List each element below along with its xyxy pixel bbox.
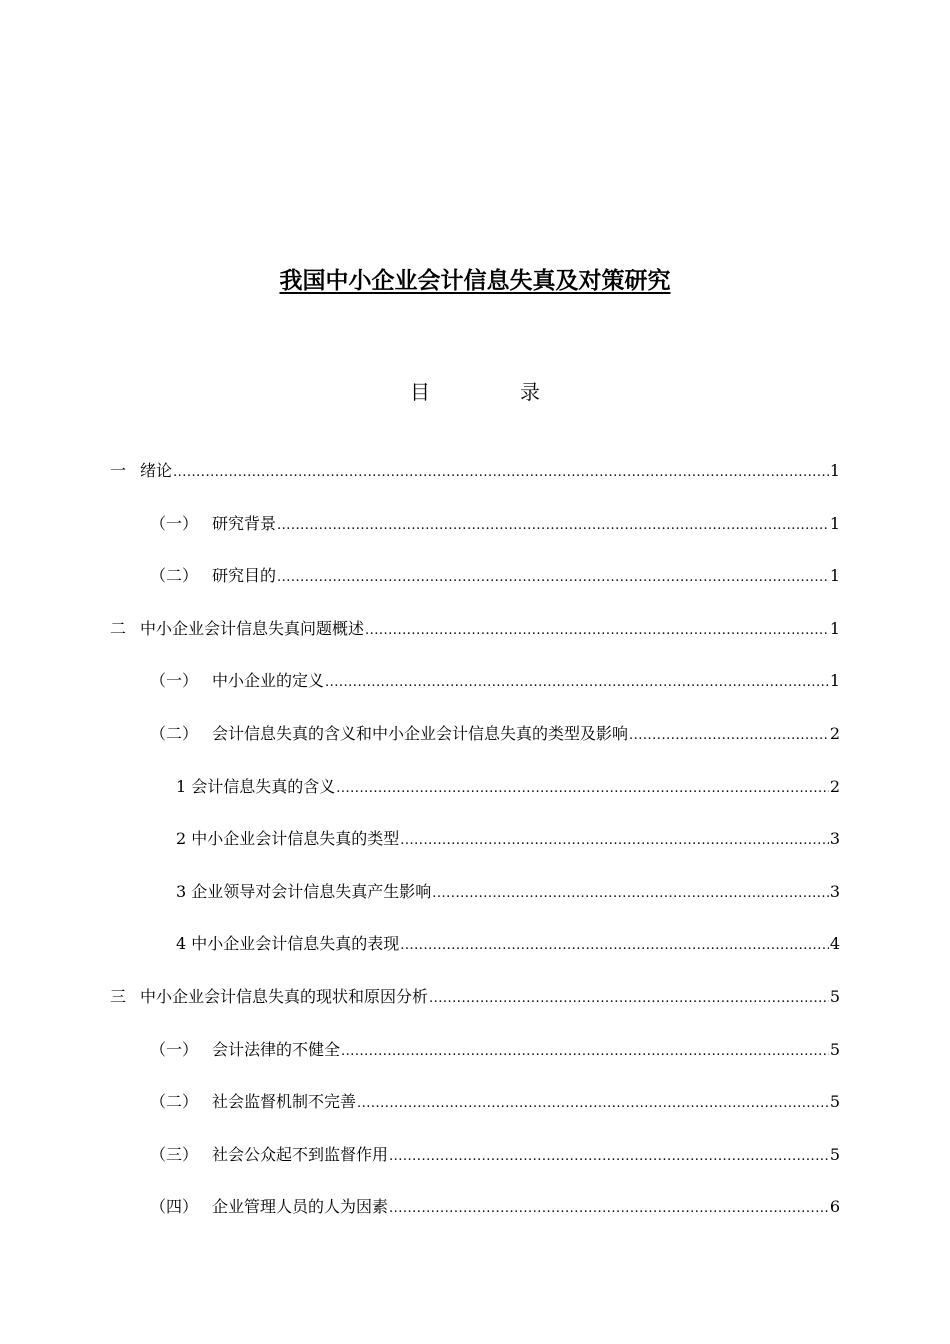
toc-entry-label: 中小企业会计信息失真问题概述	[140, 619, 365, 638]
toc-entry-page: 5	[829, 987, 840, 1006]
toc-entry-label: 社会公众起不到监督作用	[212, 1145, 389, 1164]
toc-entry-page: 3	[829, 882, 840, 901]
toc-entry-page: 2	[829, 777, 840, 796]
toc-dot-leader	[357, 1092, 829, 1116]
toc-entry-label: 中小企业会计信息失真的现状和原因分析	[140, 987, 429, 1006]
toc-entry-page: 6	[829, 1197, 840, 1216]
toc-entry[interactable]	[176, 932, 840, 956]
toc-dot-leader	[277, 514, 829, 538]
toc-entry-number: （二）	[150, 1092, 199, 1111]
toc-heading-left: 目	[410, 380, 430, 404]
toc-entry[interactable]	[176, 775, 840, 799]
toc-entry-number: （三）	[150, 1145, 199, 1164]
toc-entry-page: 1	[829, 514, 840, 533]
toc-dot-leader	[389, 1197, 829, 1221]
toc-entry-page: 1	[829, 619, 840, 638]
toc-entry-page: 4	[829, 934, 840, 953]
toc-entry[interactable]	[150, 722, 840, 746]
toc-entry-number: （一）	[150, 671, 199, 690]
toc-entry[interactable]	[150, 564, 840, 588]
toc-entry-number: （四）	[150, 1197, 199, 1216]
toc-entry[interactable]	[150, 1038, 840, 1062]
toc-entry-number: 一	[110, 461, 127, 480]
toc-entry-page: 2	[829, 724, 840, 743]
toc-dot-leader	[389, 1145, 829, 1169]
toc-entry-number: 二	[110, 619, 127, 638]
toc-entry-number: （二）	[150, 724, 199, 743]
toc-entry-label: 研究目的	[212, 566, 277, 585]
toc-entry[interactable]	[150, 1195, 840, 1219]
toc-dot-leader	[341, 1040, 829, 1064]
toc-dot-leader	[336, 777, 829, 801]
toc-entry[interactable]	[150, 512, 840, 536]
toc-entry-page: 3	[829, 829, 840, 848]
toc-entry-label: 1 会计信息失真的含义	[176, 777, 336, 796]
toc-entry-label: 研究背景	[212, 514, 277, 533]
toc-entry-number: 三	[110, 987, 127, 1006]
toc-entry[interactable]	[176, 880, 840, 904]
toc-entry[interactable]	[110, 459, 840, 483]
toc-entry[interactable]	[150, 1090, 840, 1114]
toc-entry-number: （二）	[150, 566, 199, 585]
toc-entry-label: 会计信息失真的含义和中小企业会计信息失真的类型及影响	[212, 724, 629, 743]
toc-entry-page: 1	[829, 566, 840, 585]
toc-entry-page: 5	[829, 1092, 840, 1111]
toc-entry[interactable]	[150, 1143, 840, 1167]
toc-entry-page: 1	[829, 461, 840, 480]
toc-entry[interactable]	[150, 669, 840, 693]
toc-heading	[0, 376, 950, 405]
toc-entry-page: 5	[829, 1145, 840, 1164]
toc-entry-label: 绪论	[140, 461, 173, 480]
toc-dot-leader	[629, 724, 829, 748]
toc-entry-label: 社会监督机制不完善	[212, 1092, 357, 1111]
toc-dot-leader	[325, 671, 829, 695]
toc-entry-label: 3 企业领导对会计信息失真产生影响	[176, 882, 432, 901]
toc-entry-label: 企业管理人员的人为因素	[212, 1197, 389, 1216]
toc-dot-leader	[400, 934, 829, 958]
toc-dot-leader	[400, 829, 829, 853]
toc-entry-label: 会计法律的不健全	[212, 1040, 341, 1059]
toc-entry-page: 5	[829, 1040, 840, 1059]
toc-entry[interactable]	[176, 827, 840, 851]
toc-dot-leader	[429, 987, 829, 1011]
toc-entry-label: 2 中小企业会计信息失真的类型	[176, 829, 400, 848]
toc-entry-page: 1	[829, 671, 840, 690]
document-title: 我国中小企业会计信息失真及对策研究	[279, 268, 671, 294]
toc-dot-leader	[277, 566, 829, 590]
toc-dot-leader	[432, 882, 829, 906]
toc-heading-right: 录	[520, 380, 540, 404]
toc-entry-label: 4 中小企业会计信息失真的表现	[176, 934, 400, 953]
toc-dot-leader	[365, 619, 829, 643]
toc-entry[interactable]	[110, 617, 840, 641]
toc-entry-number: （一）	[150, 514, 199, 533]
toc-entry-label: 中小企业的定义	[212, 671, 325, 690]
toc-entry[interactable]	[110, 985, 840, 1009]
toc-entry-number: （一）	[150, 1040, 199, 1059]
toc-dot-leader	[173, 461, 829, 485]
